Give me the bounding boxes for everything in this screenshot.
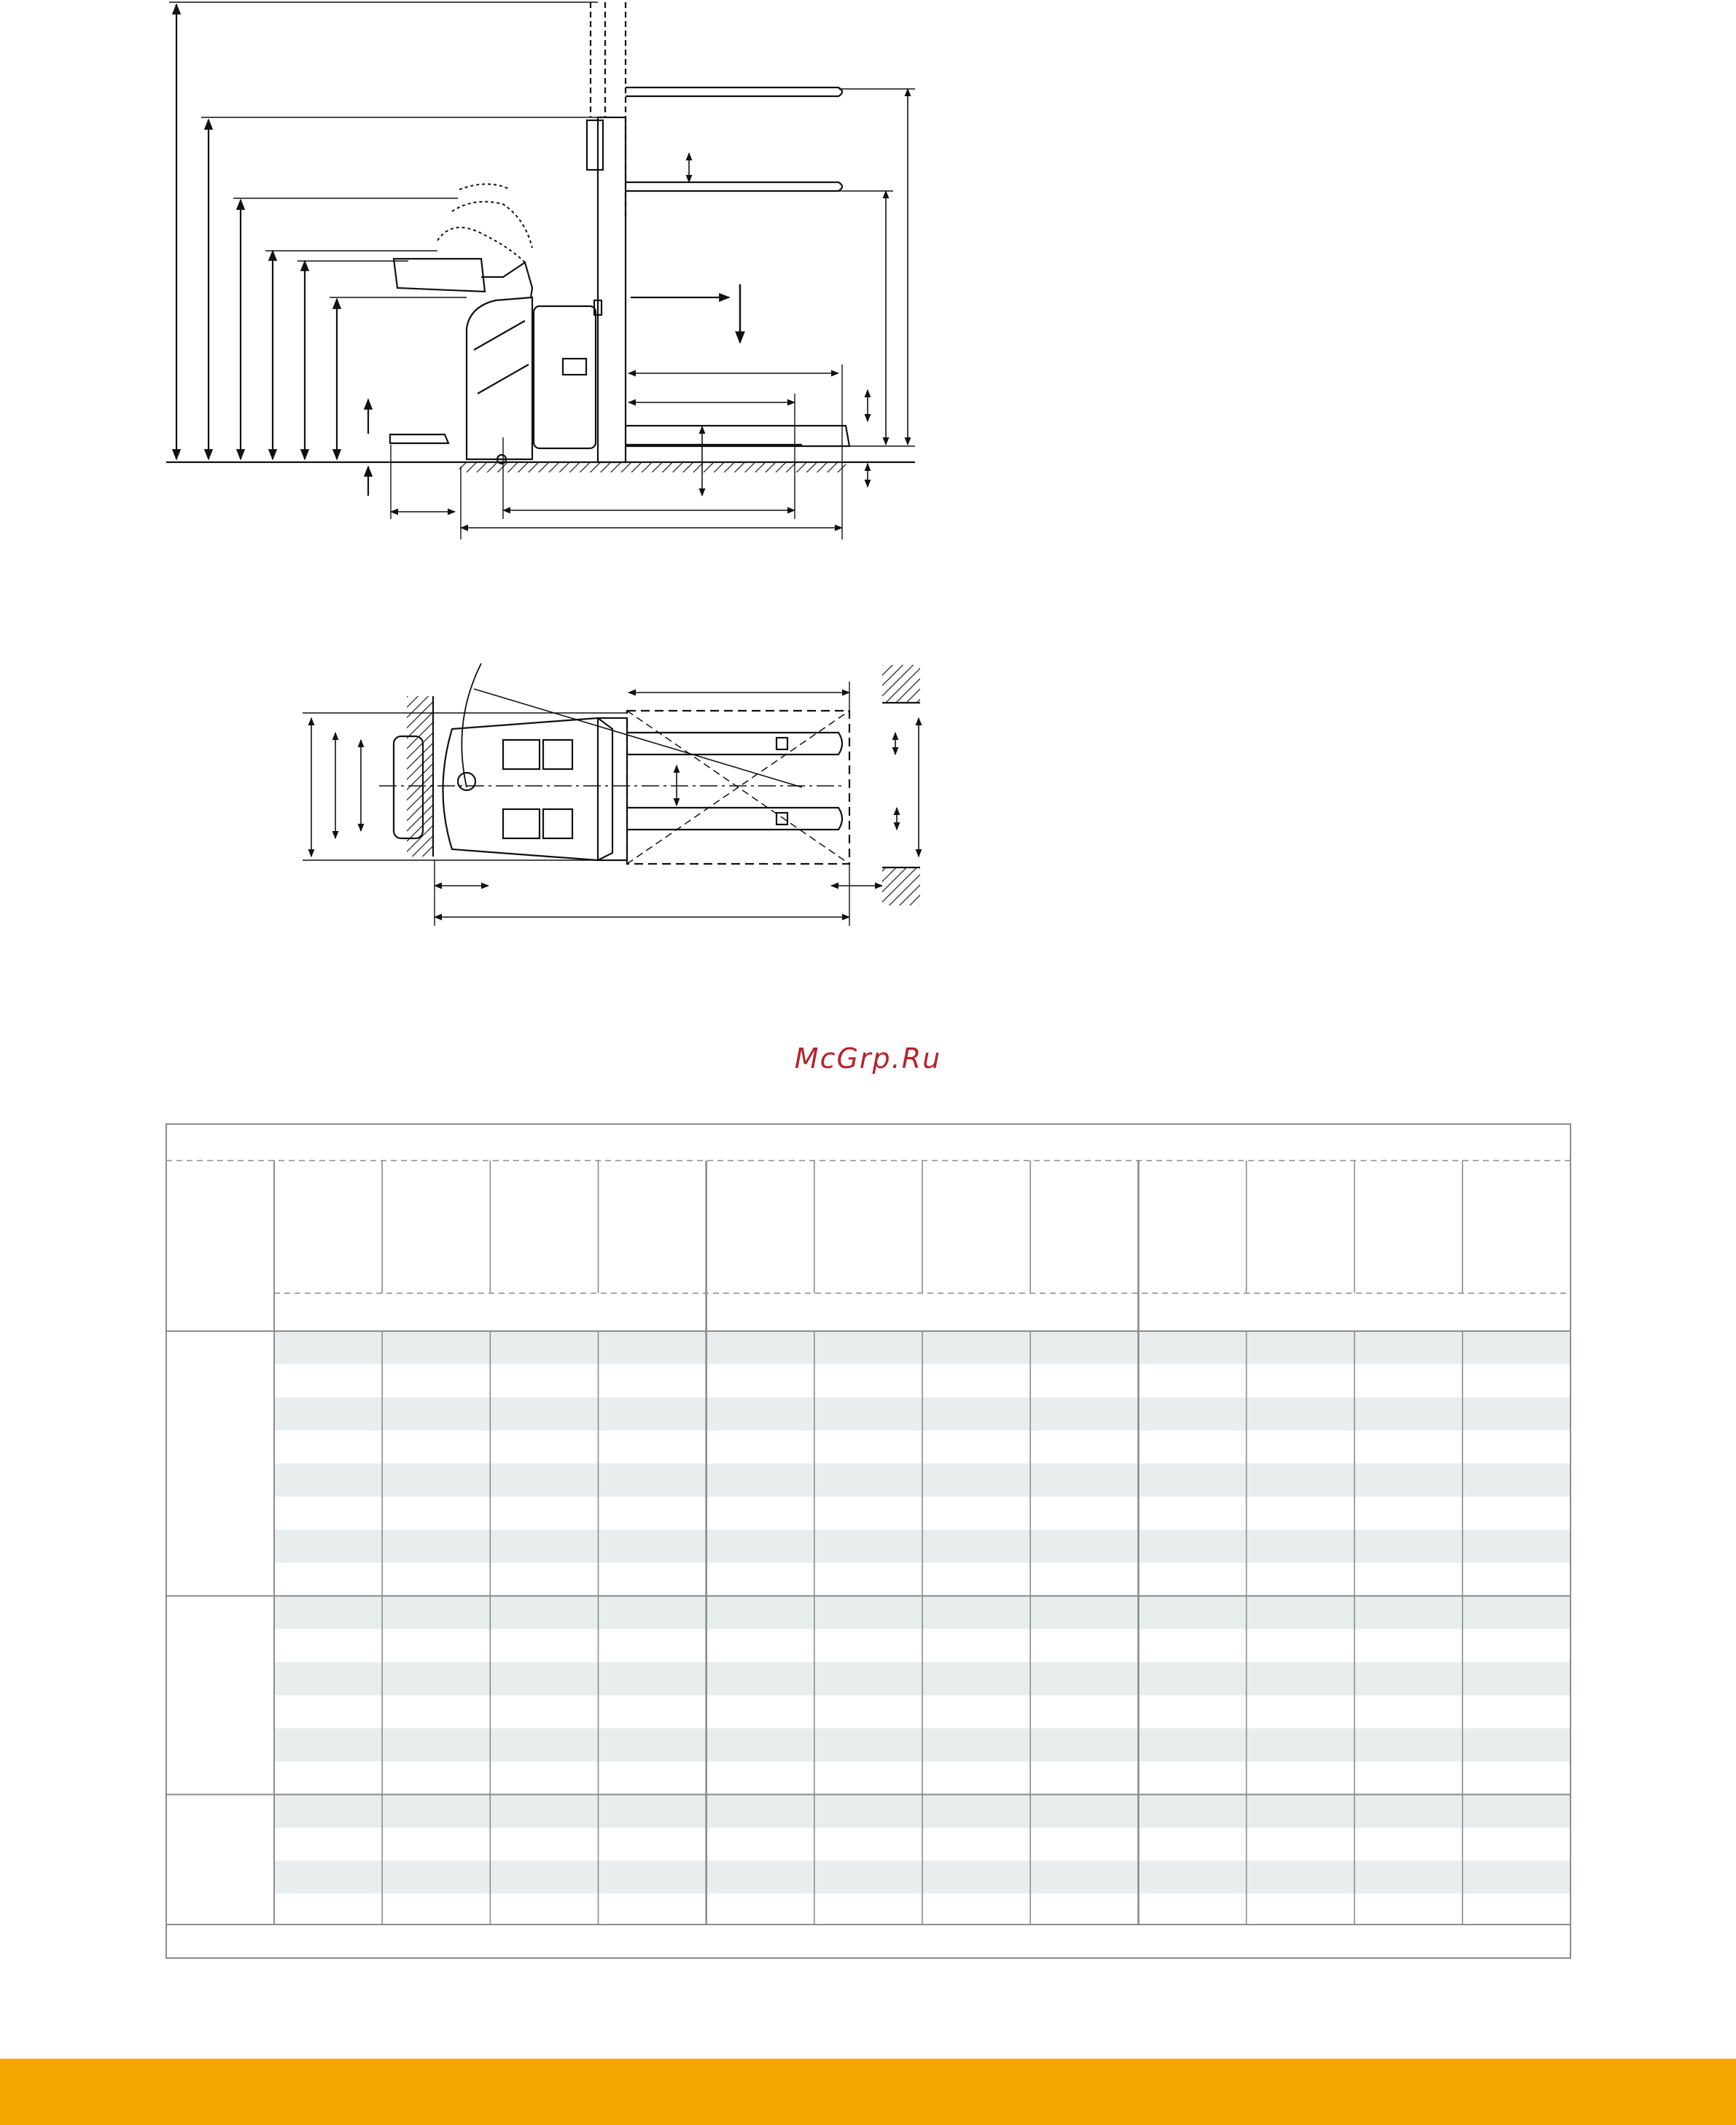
table-row <box>274 1728 1570 1761</box>
table-row <box>274 1662 1570 1695</box>
table-row <box>274 1464 1570 1497</box>
table-row <box>274 1860 1570 1893</box>
table-row <box>274 1629 1570 1662</box>
table-row <box>274 1596 1570 1629</box>
table-row <box>274 1894 1570 1927</box>
table-row <box>274 1331 1570 1364</box>
truck-dimension-drawing <box>0 0 1736 991</box>
table-row <box>274 1497 1570 1529</box>
table-row <box>274 1529 1570 1562</box>
ground-hatch <box>459 462 846 472</box>
forks-raised <box>626 87 842 191</box>
table-row <box>274 1761 1570 1794</box>
footer-band <box>0 2059 1736 2125</box>
watermark: McGrp.Ru <box>794 1042 942 1075</box>
forks-lowered <box>626 426 849 446</box>
table-border <box>166 1124 1570 1958</box>
table-row <box>274 1695 1570 1728</box>
height-dimensions <box>176 4 337 459</box>
side-view <box>166 2 915 539</box>
table-row <box>274 1364 1570 1397</box>
table-row <box>274 1828 1570 1860</box>
table-row <box>274 1430 1570 1463</box>
table-row <box>274 1795 1570 1828</box>
top-view <box>303 663 920 926</box>
extension-lines <box>169 2 598 297</box>
table-row <box>274 1563 1570 1596</box>
table-row <box>274 1397 1570 1430</box>
